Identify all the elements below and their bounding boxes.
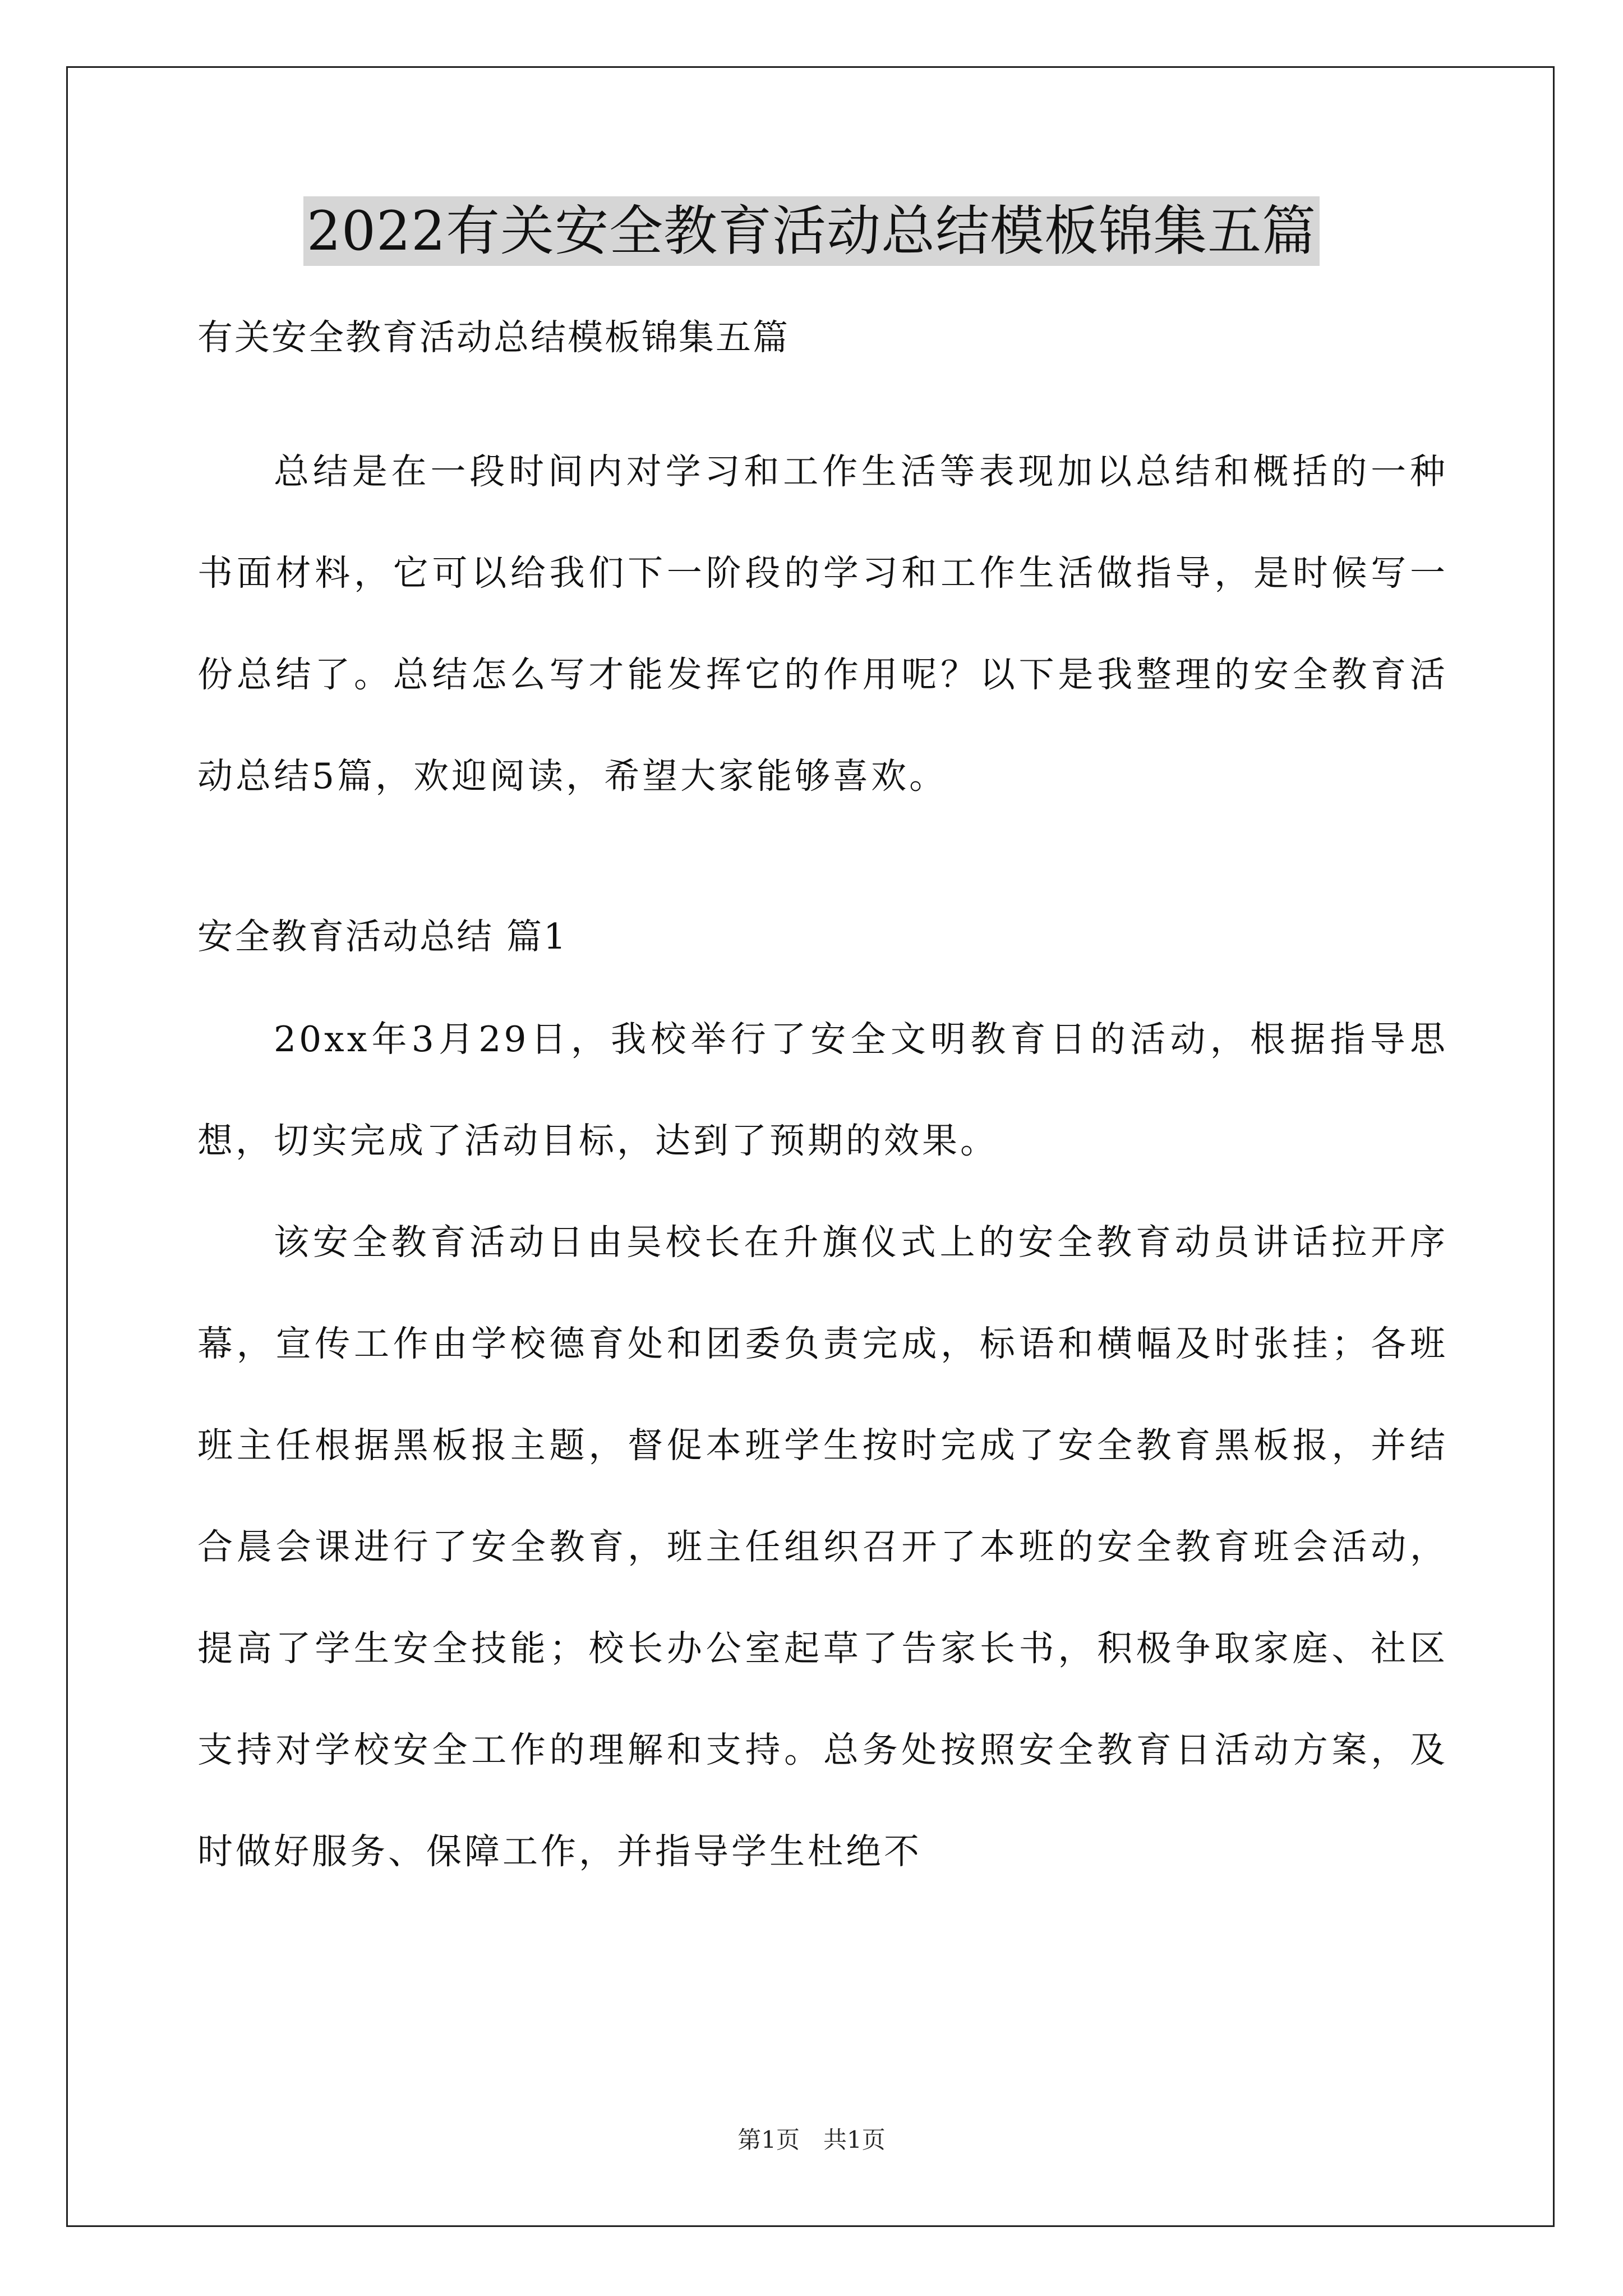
page-footer: 第1页 共1页 [737, 2126, 886, 2154]
document-body [197, 310, 1448, 1902]
intro-paragraph: 总结是在一段时间内对学习和工作生活等表现加以总结和概括的一种书面材料，它可以给我们下一阶段的学习和工作生活做指导，是时候写一份总结了。总结怎么写才能发挥它的作用呢？以下是我整理的安全教育活动总结5篇，欢迎阅读，希望大家能够喜欢。 [197, 451, 1448, 797]
document-title: 2022有关安全教育活动总结模板锦集五篇 [303, 196, 1320, 266]
body-paragraph: 该安全教育活动日由吴校长在升旗仪式上的安全教育动员讲话拉开序幕，宣传工作由学校德育处和团委负责完成，标语和横幅及时张挂；各班班主任根据黑板报主题，督促本班学生按时完成了安全教育黑板报，并结合晨会课进行了安全教育，班主任组织召开了本班的安全教育班会活动，提高了学生安全技能；校长办公室起草了告家长书，积极争取家庭、社区支持对学校安全工作的理解和支持。总务处按照安全教育日活动方案，及时做好服务、保障工作，并指导学生杜绝不 [197, 1222, 1448, 1872]
section-heading: 安全教育活动总结 篇1 [197, 916, 568, 957]
title-container [0, 196, 1623, 266]
document-subtitle: 有关安全教育活动总结模板锦集五篇 [197, 317, 790, 358]
body-paragraph: 20xx年3月29日，我校举行了安全文明教育日的活动，根据指导思想，切实完成了活动目标，达到了预期的效果。 [197, 1019, 1448, 1161]
